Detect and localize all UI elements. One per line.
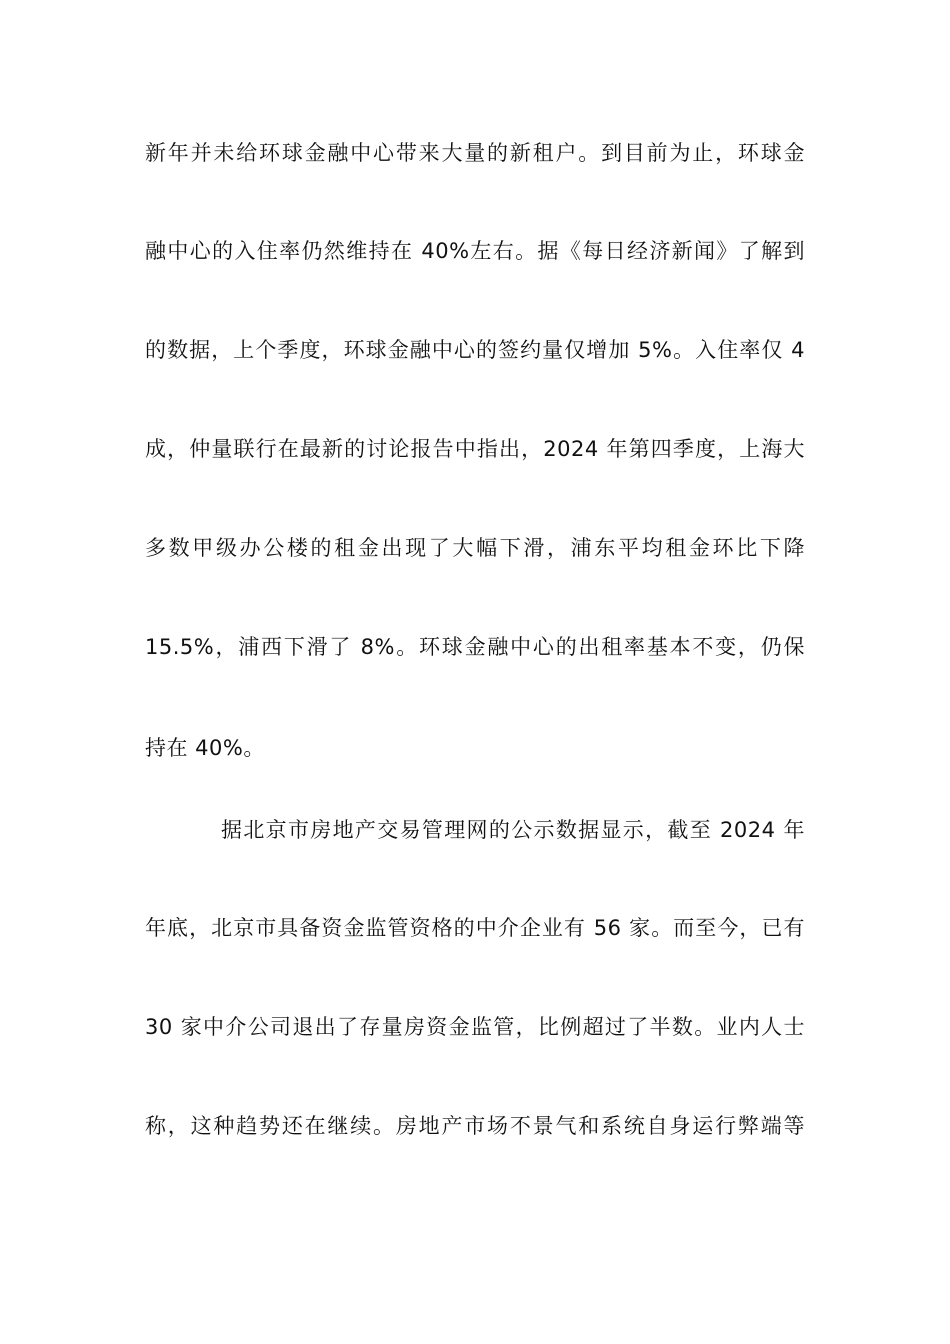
paragraph-1-line-6: 15.5%，浦西下滑了 8%。环球金融中心的出租率基本不变，仍保 [145, 635, 805, 659]
paragraph-1-line-2: 融中心的入住率仍然维持在 40%左右。据《每日经济新闻》了解到 [145, 239, 805, 263]
paragraph-2-line-2: 年底，北京市具备资金监管资格的中介企业有 56 家。而至今，已有 [145, 916, 805, 940]
paragraph-1-line-3: 的数据，上个季度，环球金融中心的签约量仅增加 5%。入住率仅 4 [145, 338, 805, 362]
paragraph-1-line-4: 成，仲量联行在最新的讨论报告中指出，2024 年第四季度，上海大 [145, 437, 805, 461]
paragraph-2-line-3: 30 家中介公司退出了存量房资金监管，比例超过了半数。业内人士 [145, 1015, 805, 1039]
paragraph-1-line-1: 新年并未给环球金融中心带来大量的新租户。到目前为止，环球金 [145, 141, 805, 165]
paragraph-1-line-7: 持在 40%。 [145, 736, 265, 760]
paragraph-1-line-5: 多数甲级办公楼的租金出现了大幅下滑，浦东平均租金环比下降 [145, 536, 805, 560]
paragraph-2-line-4: 称，这种趋势还在继续。房地产市场不景气和系统自身运行弊端等 [145, 1114, 805, 1138]
paragraph-2-line-1: 据北京市房地产交易管理网的公示数据显示，截至 2024 年 [221, 818, 805, 842]
